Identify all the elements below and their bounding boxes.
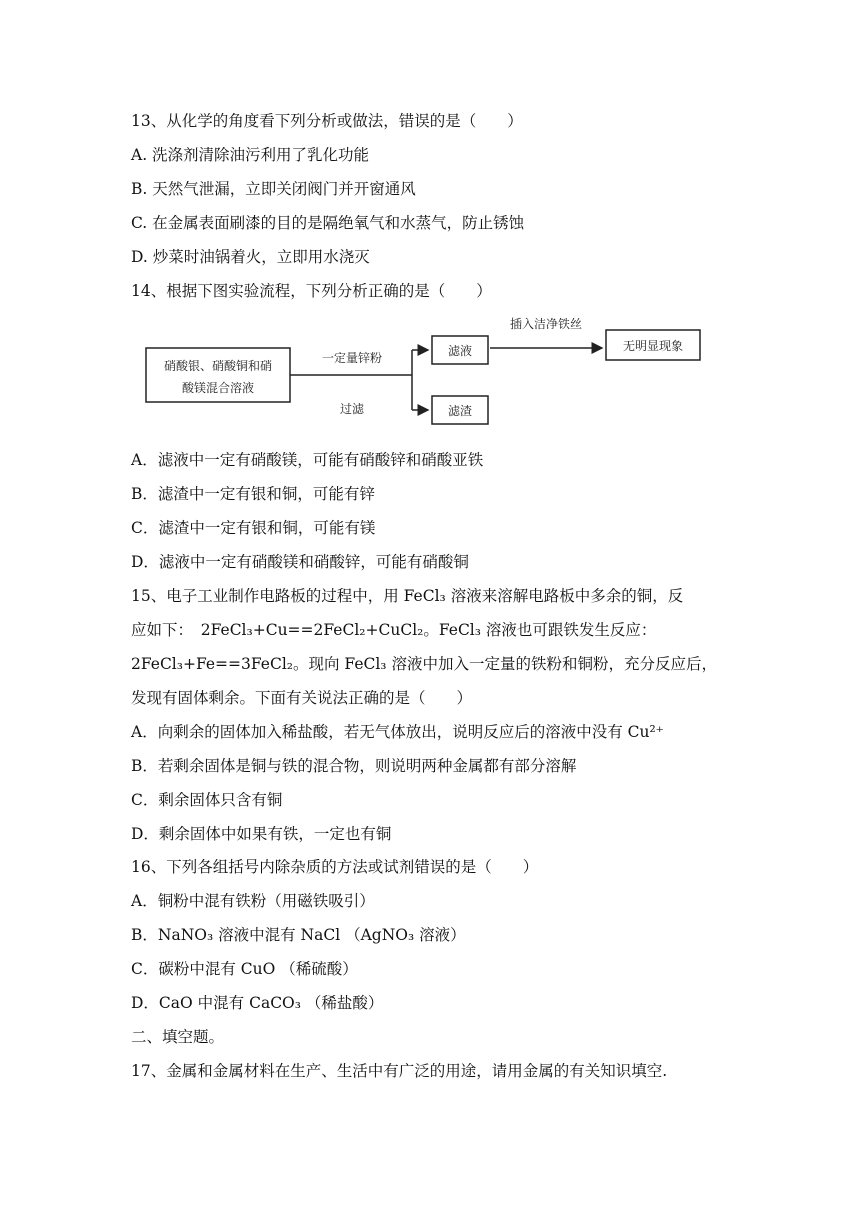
q15-stem-line-2: 应如下： 2FeCl₃+Cu==2FeCl₂+CuCl₂。FeCl₃ 溶液也可跟铁发生反应： [131,621,657,639]
q15-stem-line-1: 15、电子工业制作电路板的过程中，用 FeCl₃ 溶液来溶解电路板中多余的铜，反 [131,587,684,605]
q14-option-a: A．滤液中一定有硝酸镁，可能有硝酸锌和硝酸亚铁 [131,451,484,469]
q16-stem: 16、下列各组括号内除杂质的方法或试剂错误的是（ ） [131,858,539,876]
q15-option-a: A．向剩余的固体加入稀盐酸，若无气体放出，说明反应后的溶液中没有 Cu²⁺ [131,723,664,741]
q16-option-d: D．CaO 中混有 CaCO₃ （稀盐酸） [131,994,384,1012]
q16-option-a: A．铜粉中混有铁粉（用磁铁吸引） [131,892,375,910]
q15-option-d: D．剩余固体中如果有铁，一定也有铜 [131,825,392,843]
q15-stem-line-3: 2FeCl₃+Fe==3FeCl₂。现向 FeCl₃ 溶液中加入一定量的铁粉和铜粉，充分反应后， [131,655,717,673]
q15-option-c: C．剩余固体只含有铜 [131,791,283,809]
residue-label: 滤渣 [447,404,473,418]
q16-option-c: C．碳粉中混有 CuO （稀硫酸） [131,960,358,978]
section-heading: 二、填空题。 [131,1028,225,1046]
step2-label: 插入洁净铁丝 [509,317,583,331]
start-solution-label-1: 硝酸银、硝酸铜和硝 [163,359,273,373]
filtrate-label: 滤液 [447,344,473,358]
q16-option-b: B．NaNO₃ 溶液中混有 NaCl （AgNO₃ 溶液） [131,926,466,944]
q14-stem: 14、根据下图实验流程，下列分析正确的是（ ） [131,282,492,300]
q14-option-d: D．滤液中一定有硝酸镁和硝酸锌，可能有硝酸铜 [131,553,469,571]
result-label: 无明显现象 [622,339,684,353]
q13-stem: 13、从化学的角度看下列分析或做法，错误的是（ ） [131,112,523,130]
q15-stem-line-4: 发现有固体剩余。下面有关说法正确的是（ ） [131,689,473,707]
q13-option-c: C. 在金属表面刷漆的目的是隔绝氧气和水蒸气，防止锈蚀 [131,214,525,232]
q13-option-b: B. 天然气泄漏，立即关闭阀门并开窗通风 [131,180,416,198]
q13-option-a: A. 洗涤剂清除油污利用了乳化功能 [131,146,370,164]
q13-option-d: D. 炒菜时油锅着火，立即用水浇灭 [131,248,370,266]
q15-option-b: B．若剩余固体是铜与铁的混合物，则说明两种金属都有部分溶解 [131,757,577,775]
reagent-label: 一定量锌粉 [321,351,383,365]
experiment-flow-diagram [140,312,720,442]
start-solution-label-2: 酸镁混合溶液 [181,381,255,395]
q17-stem: 17、金属和金属材料在生产、生活中有广泛的用途，请用金属的有关知识填空. [131,1062,668,1080]
q14-option-c: C．滤渣中一定有银和铜，可能有镁 [131,519,376,537]
q14-option-b: B．滤渣中一定有银和铜，可能有锌 [131,485,375,503]
operation-label: 过滤 [339,402,365,416]
